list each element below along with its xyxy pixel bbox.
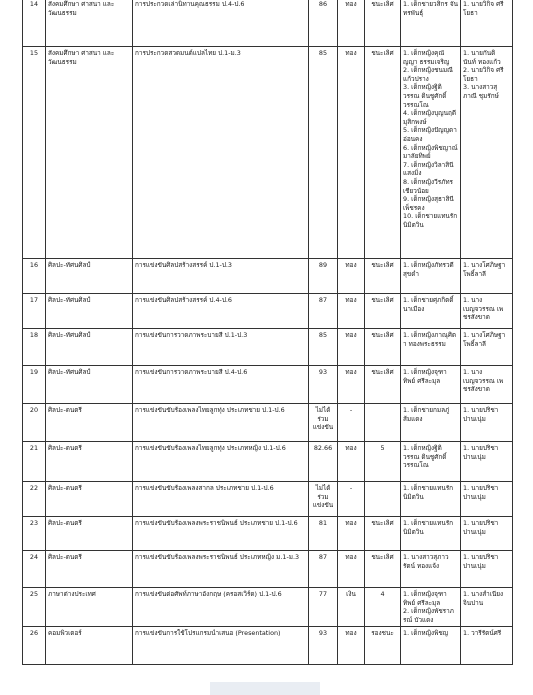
competition-results-table: [22, 0, 513, 665]
teachers-list: [461, 442, 513, 482]
activity-name: การแข่งขันขับร้องเพลงไทยลูกทุ่ง ประเภทชาย ป.1-ป.6: [133, 404, 309, 442]
student-name: 1. เด็กหญิงพิชญ: [403, 629, 449, 637]
teachers-list: [461, 551, 513, 588]
medal: ทอง: [338, 329, 365, 366]
activity-name: การแข่งขันการวาดภาพระบายสี ป.1-ป.3: [133, 329, 309, 366]
score: 82.66: [309, 442, 338, 482]
learning-area: ศิลปะ-ดนตรี: [46, 404, 133, 442]
rank: [365, 482, 401, 517]
teacher-name: 1. นายปริชา ปานเนุ่ม: [463, 519, 499, 536]
score: 87: [309, 551, 338, 588]
score: 86: [309, 0, 338, 47]
student-name: 1. นางสาวสุภาวรัตน์ ทองแจ้ง: [403, 553, 449, 570]
rank: รองชนะ: [365, 627, 401, 665]
table-row: [23, 47, 513, 259]
student-name: 2. เด็กหญิงชนมณี แก้วปราง: [403, 66, 453, 83]
students-list: [401, 482, 461, 517]
table-row: [23, 551, 513, 588]
medal: ทอง: [338, 627, 365, 665]
medal: ทอง: [338, 259, 365, 294]
teachers-list: [461, 517, 513, 551]
student-name: 3. เด็กหญิงฐิติวรรณ ดินชูศักดิ์วรรณโณ: [403, 83, 447, 109]
student-name: 1. เด็กหญิงภัทรวดี สุขดำ: [403, 261, 454, 278]
learning-area: ศิลปะ-ดนตรี: [46, 442, 133, 482]
watermark: [210, 682, 320, 695]
learning-area: สังคมศึกษา ศาสนา และวัฒนธรรม: [46, 0, 133, 47]
teacher-name: 1. นายกันติ นันท์ ทองแก้ว: [463, 49, 501, 66]
students-list: [401, 404, 461, 442]
table-row: [23, 627, 513, 665]
row-number: 23: [23, 517, 46, 551]
teachers-list: [461, 366, 513, 404]
learning-area: สังคมศึกษา ศาสนา และวัฒนธรรม: [46, 47, 133, 259]
learning-area: ศิลปะ-ทัศนศิลป์: [46, 259, 133, 294]
learning-area: ศิลปะ-ดนตรี: [46, 482, 133, 517]
rank: 5: [365, 442, 401, 482]
student-name: 1. เด็กชายกมลภู่ ส้มแดง: [403, 406, 450, 423]
rank: ชนะเลิศ: [365, 294, 401, 329]
rank: 4: [365, 588, 401, 627]
rank: ชนะเลิศ: [365, 366, 401, 404]
teacher-name: 1. นางโศภิษฐา โพธิ์ลาลี: [463, 331, 506, 348]
row-number: 26: [23, 627, 46, 665]
student-name: 1. เด็กหญิงคุณัญญา ธรรมเจริญ: [403, 49, 450, 66]
medal: ทอง: [338, 442, 365, 482]
student-name: 6. เด็กหญิงพิชญาณ์ มาลัยทิพย์: [403, 143, 458, 161]
score: 85: [309, 329, 338, 366]
student-name: 9. เด็กหญิงสุธาสินี เพ็ชรคง: [403, 195, 454, 212]
learning-area: ศิลปะ-ดนตรี: [46, 551, 133, 588]
medal: ทอง: [338, 294, 365, 329]
score: 77: [309, 588, 338, 627]
row-number: 25: [23, 588, 46, 627]
score: 93: [309, 627, 338, 665]
teachers-list: [461, 294, 513, 329]
teachers-list: [461, 259, 513, 294]
row-number: 21: [23, 442, 46, 482]
student-name: 1. เด็กหญิงภาณุศิตา ทองพระธรรม: [403, 331, 457, 348]
score: 89: [309, 259, 338, 294]
students-list: [401, 259, 461, 294]
medal: -: [338, 482, 365, 517]
student-name: 4. เด็กหญิงบุญนฤดี มุสิกพงษ์: [403, 109, 457, 126]
learning-area: ศิลปะ-ทัศนศิลป์: [46, 366, 133, 404]
medal: -: [338, 404, 365, 442]
student-name: 1. เด็กหญิงฐิติวรรณ ดินชูศักดิ์วรรณโณ: [403, 444, 447, 470]
teacher-name: 1. วารีรัตน์ศรี: [463, 629, 502, 637]
table-row: [23, 442, 513, 482]
table-row: [23, 517, 513, 551]
medal: ทอง: [338, 551, 365, 588]
student-name: 1. เด็กชายวสิกร จันทรพันธ์ุ: [403, 0, 458, 17]
row-number: 24: [23, 551, 46, 588]
learning-area: คอมพิวเตอร์: [46, 627, 133, 665]
score: 87: [309, 294, 338, 329]
row-number: 14: [23, 0, 46, 47]
activity-name: การแข่งขันการวาดภาพระบายสี ป.4-ป.6: [133, 366, 309, 404]
medal: ทอง: [338, 0, 365, 47]
rank: ชนะเลิศ: [365, 259, 401, 294]
teacher-name: 1. นายปริชา ปานเนุ่ม: [463, 553, 499, 570]
students-list: [401, 588, 461, 627]
rank: ชนะเลิศ: [365, 0, 401, 47]
teachers-list: [461, 0, 513, 47]
table-row: [23, 482, 513, 517]
row-number: 20: [23, 404, 46, 442]
teacher-name: 1. นายปริชา ปานเนุ่ม: [463, 444, 499, 461]
teacher-name: 1. นายวิกิจ ศรีโยธา: [463, 0, 504, 17]
activity-name: การประกวดสวดมนต์แปลไทย ป.1-ม.3: [133, 47, 309, 259]
rank: ชนะเลิศ: [365, 47, 401, 259]
table-row: [23, 294, 513, 329]
row-number: 16: [23, 259, 46, 294]
teacher-name: 1. นางเบญจวรรณ เพชรสังขาด: [463, 368, 504, 394]
students-list: [401, 47, 461, 259]
table-row: [23, 366, 513, 404]
students-list: [401, 517, 461, 551]
teacher-name: 1. นางเบญจวรรณ เพชรสังขาด: [463, 296, 504, 322]
teacher-name: 1. นางโศภิษฐา โพธิ์ลาลี: [463, 261, 506, 278]
students-list: [401, 366, 461, 404]
score: ไม่ได้ร่วมแข่งขัน: [309, 482, 338, 517]
student-name: 10. เด็กชายแทนรัก นิมิตวิน: [403, 212, 458, 229]
learning-area: ศิลปะ-ทัศนศิลป์: [46, 294, 133, 329]
row-number: 22: [23, 482, 46, 517]
rank: ชนะเลิศ: [365, 551, 401, 588]
teacher-name: 1. นายปริชา ปานเนุ่ม: [463, 484, 499, 501]
table-row: [23, 329, 513, 366]
row-number: 18: [23, 329, 46, 366]
rank: ชนะเลิศ: [365, 517, 401, 551]
student-name: 2. เด็กหญิงพัชราภรณ์ บัวแดง: [403, 607, 454, 624]
activity-name: การแข่งขันการใช้โปรแกรมนำเสนอ (Presentation): [133, 627, 309, 665]
teachers-list: [461, 404, 513, 442]
score: ไม่ได้ร่วมแข่งขัน: [309, 404, 338, 442]
rank: [365, 404, 401, 442]
student-name: 1. เด็กชายศุภกิตติ์ นาเมือง: [403, 296, 454, 313]
student-name: 1. เด็กชายแทนรัก นิมิตวิน: [403, 484, 454, 501]
students-list: [401, 442, 461, 482]
student-name: 5. เด็กหญิงปัญญดา อ่อนคง: [403, 126, 457, 143]
students-list: [401, 329, 461, 366]
teacher-name: 3. นางสาวสุภาณี ชุมรักษ์: [463, 83, 499, 100]
medal: ทอง: [338, 366, 365, 404]
teachers-list: [461, 47, 513, 259]
rank: ชนะเลิศ: [365, 329, 401, 366]
row-number: 19: [23, 366, 46, 404]
teachers-list: [461, 627, 513, 665]
students-list: [401, 0, 461, 47]
teacher-name: 1. นายปริชา ปานเนุ่ม: [463, 406, 499, 423]
activity-name: การแข่งขันขับร้องเพลงสากล ประเภทชาย ป.1-ป.6: [133, 482, 309, 517]
learning-area: ศิลปะ-ทัศนศิลป์: [46, 329, 133, 366]
table-row: [23, 404, 513, 442]
row-number: 17: [23, 294, 46, 329]
score: 81: [309, 517, 338, 551]
table-row: [23, 0, 513, 47]
students-list: [401, 294, 461, 329]
student-name: 1. เด็กหญิงจุฑาทิพย์ ศรีละมุล: [403, 590, 447, 607]
teacher-name: 2. นายวิกิจ ศรีโยธา: [463, 66, 504, 83]
teachers-list: [461, 329, 513, 366]
medal: เงิน: [338, 588, 365, 627]
student-name: 1. เด็กหญิงจุฑาทิพย์ ศรีละมุล: [403, 368, 447, 385]
activity-name: การประกวดเล่านิทานคุณธรรม ป.4-ป.6: [133, 0, 309, 47]
learning-area: ศิลปะ-ดนตรี: [46, 517, 133, 551]
table-row: [23, 588, 513, 627]
activity-name: การแข่งขันศิลปสร้างสรรค์ ป.4-ป.6: [133, 294, 309, 329]
teacher-name: 1. นางสำเนียง จินปาน: [463, 590, 504, 607]
students-list: [401, 551, 461, 588]
students-list: [401, 627, 461, 665]
row-number: 15: [23, 47, 46, 259]
teachers-list: [461, 588, 513, 627]
score: 93: [309, 366, 338, 404]
medal: ทอง: [338, 47, 365, 259]
activity-name: การแข่งขันขับร้องเพลงพระราชนิพนธ์ ประเภทหญิง ม.1-ม.3: [133, 551, 309, 588]
activity-name: การแข่งขันขับร้องเพลงไทยลูกทุ่ง ประเภทหญิง ป.1-ป.6: [133, 442, 309, 482]
learning-area: ภาษาต่างประเทศ: [46, 588, 133, 627]
table-row: [23, 259, 513, 294]
activity-name: การแข่งขันต่อศัพท์ภาษาอังกฤษ (ครอสเวิร์ด) ป.1-ป.6: [133, 588, 309, 627]
student-name: 1. เด็กชายแทนรัก นิมิตวิน: [403, 519, 454, 536]
activity-name: การแข่งขันขับร้องเพลงพระราชนิพนธ์ ประเภทชาย ป.1-ป.6: [133, 517, 309, 551]
score: 85: [309, 47, 338, 259]
student-name: 7. เด็กหญิงวิลาสินี แสงมิ่ง: [403, 160, 454, 178]
medal: ทอง: [338, 517, 365, 551]
activity-name: การแข่งขันศิลปสร้างสรรค์ ป.1-ป.3: [133, 259, 309, 294]
teachers-list: [461, 482, 513, 517]
student-name: 8. เด็กหญิงวีรภัทร เชียวน้อย: [403, 177, 453, 195]
